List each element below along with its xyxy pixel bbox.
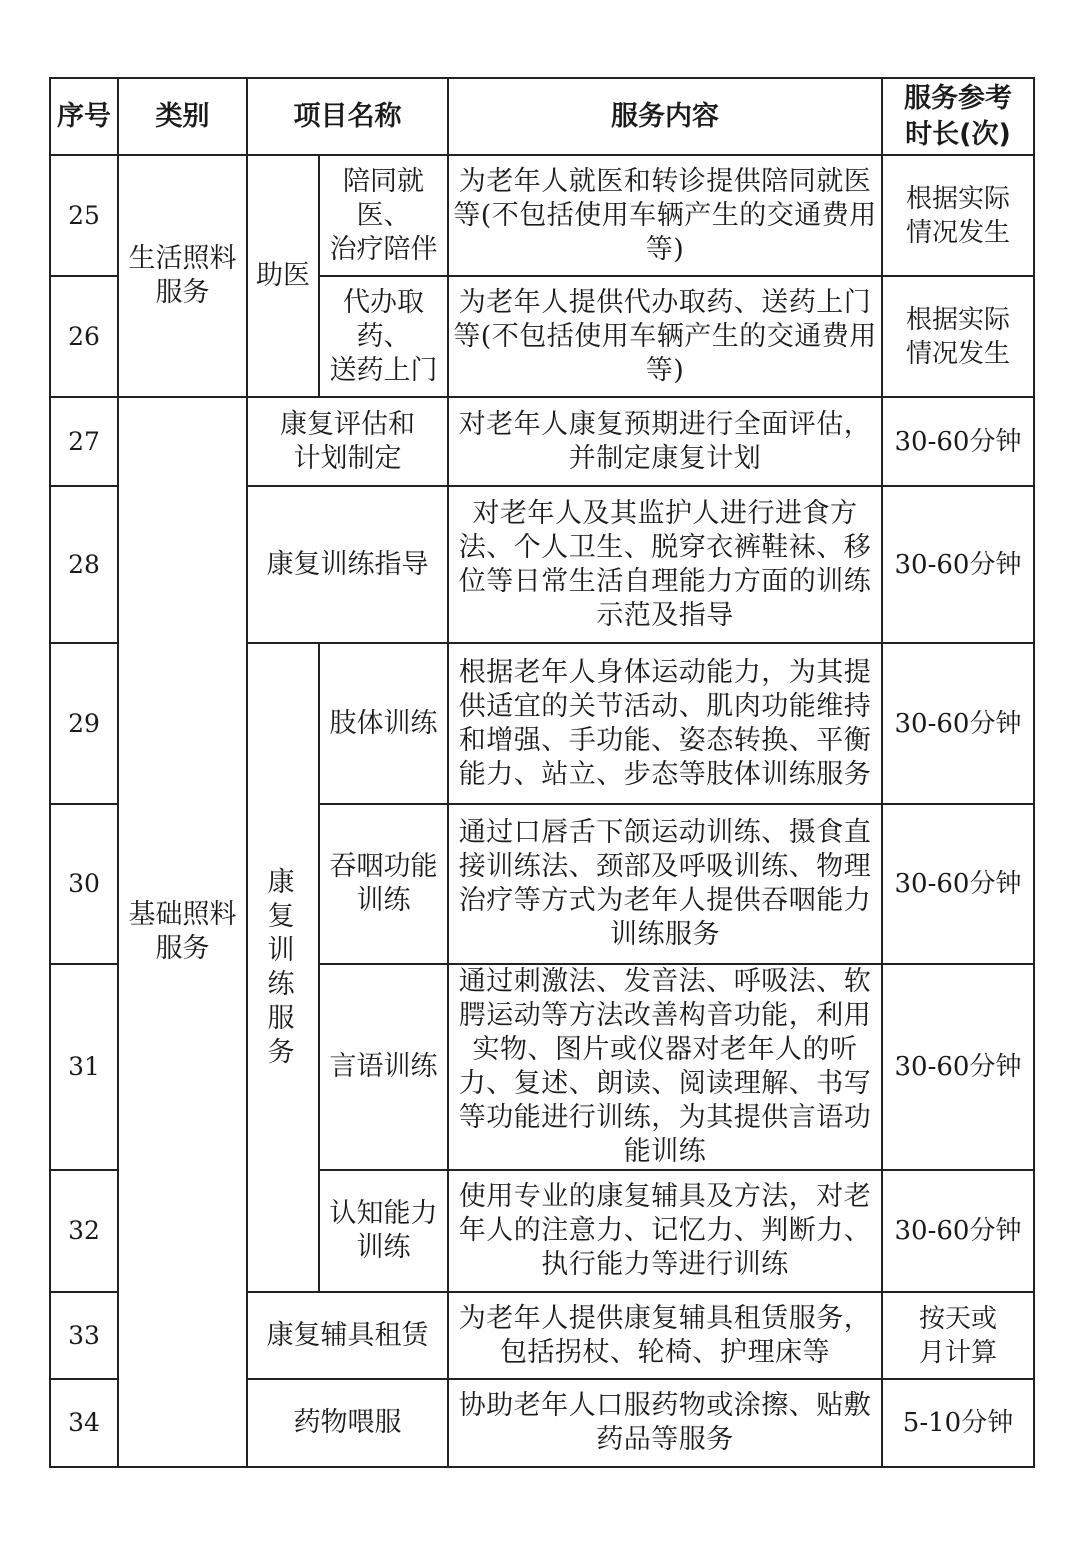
- subcategory-medical-assist: 助医: [247, 155, 319, 397]
- row-duration: 30-60分钟: [882, 1170, 1034, 1292]
- row-duration: 30-60分钟: [882, 643, 1034, 804]
- row-seq: 25: [50, 155, 118, 276]
- row-seq: 29: [50, 643, 118, 804]
- header-duration: 服务参考 时长(次): [882, 78, 1034, 155]
- row-seq: 30: [50, 804, 118, 964]
- table-row: [50, 397, 1034, 486]
- header-category: 类别: [118, 78, 247, 155]
- row-content: 为老年人提供康复辅具租赁服务，包括拐杖、轮椅、护理床等: [448, 1292, 882, 1379]
- row-seq: 28: [50, 486, 118, 643]
- row-duration: 30-60分钟: [882, 486, 1034, 643]
- service-table: [49, 77, 1035, 1468]
- row-seq: 32: [50, 1170, 118, 1292]
- row-item: 认知能力 训练: [319, 1170, 448, 1292]
- row-duration: 5-10分钟: [882, 1379, 1034, 1467]
- rehab-training-label: 康复训练服务: [267, 866, 295, 1068]
- row-item: 代办取药、 送药上门: [319, 276, 448, 397]
- row-seq: 27: [50, 397, 118, 486]
- row-content: 通过口唇舌下颌运动训练、摄食直接训练法、颈部及呼吸训练、物理治疗等方式为老年人提供吞咽能力训练服务: [448, 804, 882, 964]
- row-seq: 33: [50, 1292, 118, 1379]
- row-item: 康复评估和 计划制定: [247, 397, 448, 486]
- row-duration: 按天或 月计算: [882, 1292, 1034, 1379]
- row-item: 肢体训练: [319, 643, 448, 804]
- row-duration: 30-60分钟: [882, 397, 1034, 486]
- row-seq: 31: [50, 964, 118, 1170]
- row-item: 言语训练: [319, 964, 448, 1170]
- header-content: 服务内容: [448, 78, 882, 155]
- row-content: 通过刺激法、发音法、呼吸法、软腭运动等方法改善构音功能，利用实物、图片或仪器对老年人的听力、复述、朗读、阅读理解、书写等功能进行训练，为其提供言语功能训练: [448, 964, 882, 1170]
- category-basic-care: 基础照料 服务: [118, 397, 247, 1467]
- row-content: 使用专业的康复辅具及方法，对老年人的注意力、记忆力、判断力、执行能力等进行训练: [448, 1170, 882, 1292]
- row-item: 康复辅具租赁: [247, 1292, 448, 1379]
- header-row: [50, 78, 1034, 155]
- row-seq: 34: [50, 1379, 118, 1467]
- subcategory-rehab-training: [247, 643, 319, 1292]
- table-row: [50, 155, 1034, 276]
- row-content: 根据老年人身体运动能力，为其提供适宜的关节活动、肌肉功能维持和增强、手功能、姿态转换、平衡能力、站立、步态等肢体训练服务: [448, 643, 882, 804]
- row-content: 为老年人就医和转诊提供陪同就医等(不包括使用车辆产生的交通费用等): [448, 155, 882, 276]
- row-item: 陪同就医、 治疗陪伴: [319, 155, 448, 276]
- row-content: 对老年人康复预期进行全面评估，并制定康复计划: [448, 397, 882, 486]
- row-content: 为老年人提供代办取药、送药上门等(不包括使用车辆产生的交通费用等): [448, 276, 882, 397]
- row-duration: 根据实际 情况发生: [882, 276, 1034, 397]
- row-content: 协助老年人口服药物或涂擦、贴敷药品等服务: [448, 1379, 882, 1467]
- row-content: 对老年人及其监护人进行进食方法、个人卫生、脱穿衣裤鞋袜、移位等日常生活自理能力方面的训练示范及指导: [448, 486, 882, 643]
- row-duration: 30-60分钟: [882, 964, 1034, 1170]
- header-seq: 序号: [50, 78, 118, 155]
- row-duration: 根据实际 情况发生: [882, 155, 1034, 276]
- row-duration: 30-60分钟: [882, 804, 1034, 964]
- row-item: 康复训练指导: [247, 486, 448, 643]
- header-item: 项目名称: [247, 78, 448, 155]
- row-seq: 26: [50, 276, 118, 397]
- row-item: 药物喂服: [247, 1379, 448, 1467]
- category-living-care: 生活照料 服务: [118, 155, 247, 397]
- row-item: 吞咽功能 训练: [319, 804, 448, 964]
